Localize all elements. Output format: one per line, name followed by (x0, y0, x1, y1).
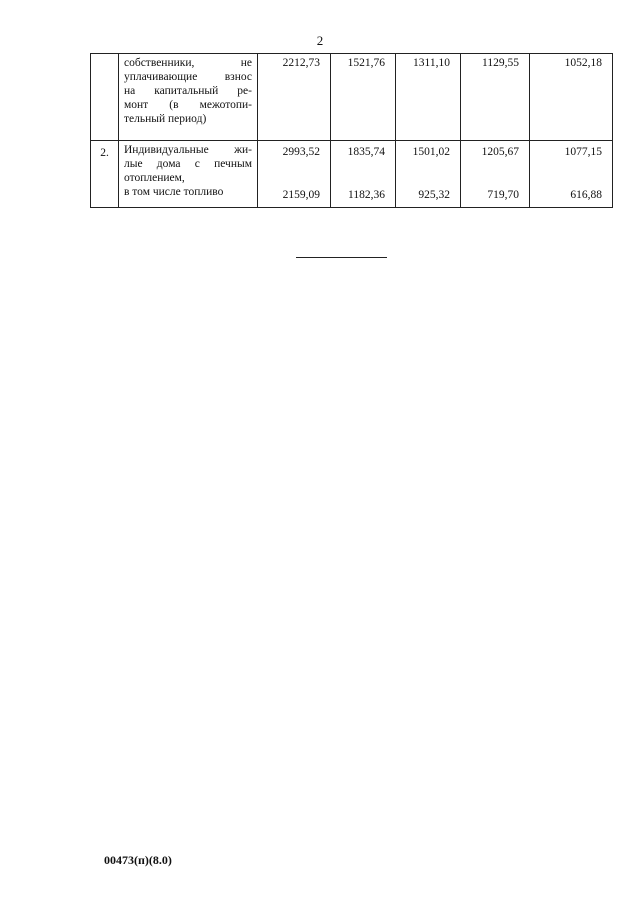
description-line: отоплением, (124, 172, 185, 184)
value-total: 2993,52 (282, 146, 320, 158)
value-total: 1501,02 (412, 146, 450, 158)
value-cell: 1521,76 (331, 54, 396, 141)
value-fuel: 925,32 (418, 189, 450, 201)
description-line: тельный период) (124, 113, 207, 125)
value-cell (461, 141, 530, 208)
value-cell: 1052,18 (530, 54, 613, 141)
page-number: 2 (316, 33, 324, 48)
value-cell (530, 141, 613, 208)
tariff-table (90, 53, 613, 208)
value-total: 1205,67 (481, 146, 519, 158)
value-fuel: 616,88 (570, 189, 602, 201)
value-fuel: 719,70 (487, 189, 519, 201)
table-row (91, 54, 613, 141)
description-line: монт (в межотопи- (124, 99, 252, 111)
value-fuel: 2159,09 (282, 189, 320, 201)
description-line: в том числе топливо (124, 186, 224, 198)
row-description (119, 54, 258, 141)
description-line: уплачивающие взнос (124, 71, 252, 83)
value-cell (258, 141, 331, 208)
table-row (91, 141, 613, 208)
description-line: на капитальный ре- (124, 85, 252, 97)
row-number: 2. (91, 141, 119, 208)
row-description (119, 141, 258, 208)
document-code: 00473(п)(8.0) (104, 853, 172, 867)
value-total: 1077,15 (564, 146, 602, 158)
end-rule (296, 257, 387, 258)
description-line: собственники, не (124, 57, 252, 69)
value-cell (331, 141, 396, 208)
description-line: Индивидуальные жи- (124, 144, 252, 156)
value-cell: 1311,10 (396, 54, 461, 141)
value-total: 1835,74 (347, 146, 385, 158)
row-number (91, 54, 119, 141)
value-cell (396, 141, 461, 208)
value-cell: 1129,55 (461, 54, 530, 141)
description-line: лые дома с печным (124, 158, 252, 170)
value-cell: 2212,73 (258, 54, 331, 141)
value-fuel: 1182,36 (348, 189, 385, 201)
